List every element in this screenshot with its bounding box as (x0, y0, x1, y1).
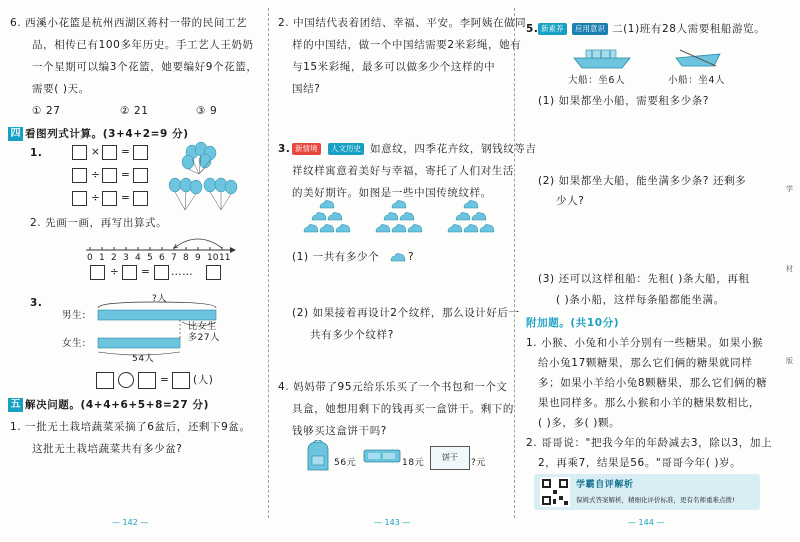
cloud-pattern (320, 200, 334, 208)
price-cookie: ?元 (471, 458, 486, 468)
cloud-pattern (456, 212, 470, 220)
price-pencil-case: 18元 (402, 458, 425, 468)
balloons-illustration (165, 140, 240, 215)
q2-line4: 国结? (292, 83, 321, 95)
side-mark-3: 版 (786, 357, 794, 365)
q3-sub1: (1) 一共有多少个 (292, 251, 380, 263)
answer-box[interactable] (72, 191, 87, 206)
page-number: — 144 — (628, 518, 665, 527)
extra2-line2: 2，再乘7，结果是56。"哥哥今年( )岁。 (538, 457, 742, 469)
answer-box[interactable] (102, 168, 117, 183)
q5-number: 5. (526, 23, 539, 35)
tick-label: 1 (99, 253, 105, 263)
price-backpack: 56元 (334, 458, 357, 468)
q6-option1[interactable]: ① 27 (32, 105, 61, 117)
q3-line3: 的美好期许。如图是一些中国传统纹样。 (292, 187, 492, 199)
cookie-label: 饼干 (442, 453, 458, 462)
cloud-pattern (392, 224, 406, 232)
extra1-line3: 多；如果小羊给小兔8颗糖果，那么它们俩的糖 (538, 377, 768, 389)
cloud-pattern (312, 212, 326, 220)
cloud-pattern (480, 224, 494, 232)
q5-sub2-line2: 少人? (556, 195, 585, 207)
s5q1-line2: 这批无土栽培蔬菜共有多少盆? (32, 443, 183, 455)
cloud-pattern (464, 200, 478, 208)
chip-application: 应用意识 (572, 23, 608, 35)
answer-box[interactable] (90, 265, 105, 280)
cloud-pattern (472, 212, 486, 220)
equals-sign: = (121, 169, 131, 181)
q3-sub2-line2: 共有多少个纹样? (310, 329, 394, 341)
tick-label: 4 (135, 253, 141, 263)
tick-label: 9 (195, 253, 201, 263)
answer-box[interactable] (122, 265, 137, 280)
tick-label: 6 (159, 253, 165, 263)
boys-label: 男生: (62, 310, 87, 321)
answer-box[interactable] (96, 372, 114, 389)
q5-sub3-line2: ( )条小船，这样每条船都能坐满。 (556, 294, 725, 306)
page-divider (514, 8, 515, 518)
q6-option3[interactable]: ③ 9 (196, 105, 218, 117)
q3-sub1-end: ? (408, 251, 415, 263)
cloud-pattern (464, 224, 478, 232)
cloud-pattern (448, 224, 462, 232)
times-sign: × (91, 146, 101, 158)
page-number: — 143 — (374, 518, 411, 527)
extra1-line5: ( )多，多( )颗。 (538, 417, 621, 429)
tick-label: 8 (183, 253, 189, 263)
q5-sub1: (1) 如果都坐小船，需要租多少条? (538, 95, 710, 107)
answer-box[interactable] (172, 372, 190, 389)
tick-label: 2 (111, 253, 117, 263)
q2-line3: 与15米彩绳，最多可以做多少个这样的中 (292, 61, 496, 73)
q2-text: 2. 先画一画，再写出算式。 (30, 217, 168, 229)
equals-sign: = (121, 192, 131, 204)
chip-culture: 人文历史 (328, 143, 364, 155)
q3-sub2-line1: (2) 如果接着再设计2个纹样，那么设计好后一 (292, 307, 520, 319)
tick-label: 10 (207, 253, 219, 263)
cloud-icon (390, 252, 406, 262)
equals-sign: = (121, 146, 131, 158)
cloud-pattern (392, 200, 406, 208)
big-boat-icon (572, 40, 632, 72)
promo-banner[interactable] (534, 474, 760, 510)
q3-line2: 祥纹样寓意着美好与幸福，寄托了人们对生活 (292, 165, 514, 177)
more-label-2: 多27人 (188, 333, 220, 343)
divide-sign: ÷ (110, 266, 120, 278)
q6-line3: 一个星期可以编3个花篮，她要编好9个花篮， (32, 61, 258, 73)
q4-line2: 具盒，她想用剩下的钱再买一盒饼干。剩下的 (292, 403, 514, 415)
page-142 (0, 0, 266, 542)
q5-sub2-line1: (2) 如果都坐大船，能坐满多少条? 还剩多 (538, 175, 747, 187)
q2-line1: 2. 中国结代表着团结、幸福、平安。李阿姨在做同 (278, 17, 527, 29)
extra1-line4: 果也同样多。那么小猴和小羊的糖果数相比， (538, 397, 760, 409)
answer-box[interactable] (154, 265, 169, 280)
side-mark-1: 学 (786, 185, 794, 193)
answer-box[interactable] (102, 145, 117, 160)
cloud-pattern-pyramids (292, 198, 517, 242)
q5-line1: 二(1)班有28人需要租船游览。 (612, 23, 766, 35)
answer-box[interactable] (102, 191, 117, 206)
banner-title: 学霸自评解析 (576, 480, 634, 490)
cloud-pattern (320, 224, 334, 232)
equals-sign: = (160, 374, 170, 386)
operator-circle[interactable] (118, 372, 134, 388)
tick-label: 0 (87, 253, 93, 263)
extra2-line1: 2. 哥哥说："把我今年的年龄减去3，除以3，加上 (526, 437, 773, 449)
divide-sign: ÷ (91, 192, 101, 204)
tick-label: 11 (219, 253, 231, 263)
cloud-pattern (328, 212, 342, 220)
equals-sign: = (141, 266, 151, 278)
extra1-line1: 1. 小猴、小兔和小羊分别有一些糖果。如果小猴 (526, 337, 764, 349)
page-divider (268, 8, 269, 518)
divide-sign: ÷ (91, 169, 101, 181)
q4-line3: 钱够买这盒饼干吗? (292, 425, 387, 437)
section-four-title: 看图列式计算。(3+4+2=9 分) (25, 128, 189, 140)
s5q1-line1: 1. 一批无土栽培蔬菜采摘了6盆后，还剩下9盆。 (10, 421, 251, 433)
answer-box[interactable] (133, 168, 148, 183)
q3-number: 3. (278, 143, 291, 155)
cloud-pattern (336, 224, 350, 232)
q5-sub3-line1: (3) 还可以这样租船：先租( )条大船，再租 (538, 273, 750, 285)
answer-box[interactable] (133, 145, 148, 160)
girls-count: 54人 (132, 354, 155, 364)
page-143 (270, 0, 537, 542)
q2-line2: 样的中国结，做一个中国结需要2米彩绳，她有 (292, 39, 522, 51)
small-boat-icon (674, 46, 722, 70)
page-number: — 142 — (112, 518, 149, 527)
cookie-box-icon (430, 446, 470, 470)
small-boat-label: 小船：坐4人 (668, 75, 726, 86)
q3-line1: 如意纹，四季花卉纹，钢钱纹等吉 (370, 143, 537, 155)
q6-line4: 需要( )天。 (32, 83, 90, 95)
cloud-pattern (408, 224, 422, 232)
girls-label: 女生: (62, 338, 87, 349)
extra-title: 附加题。(共10分) (526, 317, 620, 329)
answer-box[interactable] (206, 265, 221, 280)
cloud-pattern (304, 224, 318, 232)
tick-label: 7 (171, 253, 177, 263)
q6-line2: 品，相传已有100多年历史。手工艺人王奶奶 (32, 39, 254, 51)
section-five-tag: 五 (8, 398, 23, 412)
section-five-title: 解决问题。(4+4+6+5+8=27 分) (25, 399, 209, 411)
cloud-pattern (376, 224, 390, 232)
answer-box[interactable] (138, 372, 156, 389)
backpack-icon (304, 440, 332, 472)
q3-number: 3. (30, 297, 43, 309)
q1-number: 1. (30, 147, 43, 159)
page-144 (524, 0, 800, 542)
tick-label: 3 (123, 253, 129, 263)
more-label-1: 比女生 (188, 322, 217, 332)
cloud-pattern (384, 212, 398, 220)
extra1-line2: 给小兔17颗糖果，那么它们俩的糖果就同样 (538, 357, 753, 369)
side-mark-2: 材 (786, 265, 794, 273)
pencil-case-icon (362, 448, 402, 464)
qr-code-icon (540, 477, 570, 507)
total-label: ?人 (152, 294, 167, 304)
big-boat-label: 大船：坐6人 (568, 75, 626, 86)
banner-text: 保姆式答案解析，精细化评价标准，更有名师重难点拨! (576, 496, 735, 504)
answer-box[interactable] (72, 168, 87, 183)
answer-box[interactable] (72, 145, 87, 160)
chip-new-literacy: 新素养 (538, 23, 567, 35)
q6-option2[interactable]: ② 21 (120, 105, 149, 117)
chip-new-context: 新情境 (292, 143, 321, 155)
q4-line1: 4. 妈妈带了95元给乐乐买了一个书包和一个文 (278, 381, 508, 393)
q6-line1: 6. 西溪小花篮是杭州西湖区蒋村一带的民间工艺 (10, 17, 248, 29)
tick-label: 5 (147, 253, 153, 263)
remainder-dots: …… (171, 266, 194, 278)
section-four-tag: 四 (8, 127, 23, 141)
cloud-pattern (400, 212, 414, 220)
answer-box[interactable] (133, 191, 148, 206)
unit-people: (人) (193, 374, 214, 386)
